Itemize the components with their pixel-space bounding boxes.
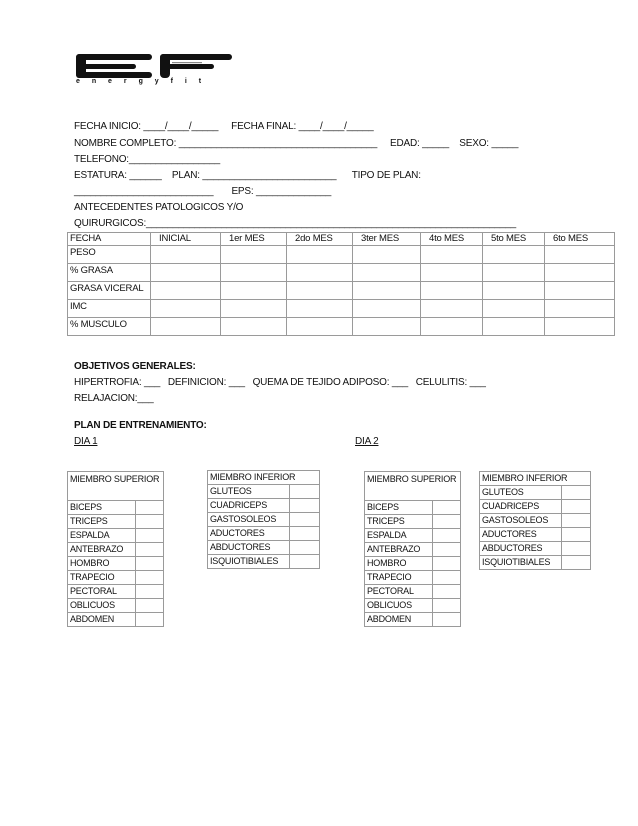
check-cell[interactable] xyxy=(290,555,320,569)
check-cell[interactable] xyxy=(562,500,591,514)
check-cell[interactable] xyxy=(433,529,461,543)
entry-cell[interactable] xyxy=(221,264,287,282)
check-cell[interactable] xyxy=(136,529,164,543)
table-row xyxy=(68,557,164,571)
table-row xyxy=(480,528,591,542)
table-row xyxy=(480,556,591,570)
entry-cell[interactable] xyxy=(353,264,421,282)
table-row xyxy=(365,529,461,543)
check-cell[interactable] xyxy=(433,613,461,627)
header-cell: 6to MES xyxy=(545,233,615,246)
entry-cell[interactable] xyxy=(483,300,545,318)
entry-cell[interactable] xyxy=(545,282,615,300)
antecedentes-line: ANTECEDENTES PATOLOGICOS Y/O xyxy=(74,202,244,213)
check-cell[interactable] xyxy=(290,499,320,513)
check-cell[interactable] xyxy=(433,501,461,515)
check-cell[interactable] xyxy=(433,557,461,571)
muscle-label: ESPALDA xyxy=(68,529,136,543)
telefono-line: TELEFONO:_________________ xyxy=(74,154,221,165)
muscle-label: ANTEBRAZO xyxy=(68,543,136,557)
table-row xyxy=(365,501,461,515)
entry-cell[interactable] xyxy=(545,318,615,336)
entry-cell[interactable] xyxy=(221,300,287,318)
check-cell[interactable] xyxy=(136,515,164,529)
entry-cell[interactable] xyxy=(545,300,615,318)
check-cell[interactable] xyxy=(562,542,591,556)
entry-cell[interactable] xyxy=(421,246,483,264)
table-row xyxy=(68,585,164,599)
muscle-label: ABDUCTORES xyxy=(208,541,290,555)
table-row xyxy=(365,543,461,557)
entry-cell[interactable] xyxy=(353,282,421,300)
entry-cell[interactable] xyxy=(421,318,483,336)
table-row xyxy=(68,246,615,264)
header-cell: 4to MES xyxy=(421,233,483,246)
objectives-title: OBJETIVOS GENERALES: xyxy=(74,361,196,372)
check-cell[interactable] xyxy=(136,585,164,599)
table-row xyxy=(208,527,320,541)
muscle-label: TRAPECIO xyxy=(365,571,433,585)
entry-cell[interactable] xyxy=(287,300,353,318)
muscle-label: ABDUCTORES xyxy=(480,542,562,556)
entry-cell[interactable] xyxy=(287,282,353,300)
estatura-line: ESTATURA: ______ PLAN: _________________________ TIPO DE PLAN: xyxy=(74,170,421,181)
day1-upper-table xyxy=(67,471,164,627)
entry-cell[interactable] xyxy=(221,246,287,264)
table-row xyxy=(365,585,461,599)
entry-cell[interactable] xyxy=(221,318,287,336)
muscle-label: ADUCTORES xyxy=(480,528,562,542)
muscle-label: ISQUIOTIBIALES xyxy=(480,556,562,570)
entry-cell[interactable] xyxy=(483,282,545,300)
table-row xyxy=(68,599,164,613)
table-row xyxy=(365,515,461,529)
row-label: % GRASA xyxy=(68,264,151,282)
entry-cell[interactable] xyxy=(545,264,615,282)
check-cell[interactable] xyxy=(433,543,461,557)
check-cell[interactable] xyxy=(136,571,164,585)
muscle-label: CUADRICEPS xyxy=(480,500,562,514)
header-cell: FECHA xyxy=(68,233,151,246)
muscle-label: GLUTEOS xyxy=(480,486,562,500)
table-row xyxy=(68,529,164,543)
table-row xyxy=(208,485,320,499)
logo-tagline: e n e r g y f i t xyxy=(76,78,207,85)
table-header-row xyxy=(68,233,615,246)
table-row xyxy=(480,486,591,500)
quirurgicos-line: QUIRURGICOS:_____________________________________________________________________ xyxy=(74,218,516,229)
muscle-label: GASTOSOLEOS xyxy=(208,513,290,527)
entry-cell[interactable] xyxy=(483,264,545,282)
table-title: MIEMBRO INFERIOR xyxy=(480,472,591,486)
plan-title: PLAN DE ENTRENAMIENTO: xyxy=(74,420,207,431)
progress-table xyxy=(67,232,615,336)
table-row xyxy=(365,571,461,585)
muscle-label: TRICEPS xyxy=(365,515,433,529)
entry-cell[interactable] xyxy=(287,264,353,282)
muscle-label: OBLICUOS xyxy=(365,599,433,613)
table-row xyxy=(68,264,615,282)
entry-cell[interactable] xyxy=(151,282,221,300)
day1-lower-table xyxy=(207,470,320,569)
muscle-label: CUADRICEPS xyxy=(208,499,290,513)
entry-cell[interactable] xyxy=(151,264,221,282)
check-cell[interactable] xyxy=(433,599,461,613)
table-title: MIEMBRO INFERIOR xyxy=(208,471,320,485)
table-row xyxy=(68,300,615,318)
table-row xyxy=(208,513,320,527)
muscle-label: HOMBRO xyxy=(68,557,136,571)
objectives-line: HIPERTROFIA: ___ DEFINICION: ___ QUEMA DE TEJIDO ADIPOSO: ___ CELULITIS: ___ xyxy=(74,377,486,388)
day2-label: DIA 2 xyxy=(355,436,379,447)
table-row xyxy=(68,543,164,557)
entry-cell[interactable] xyxy=(545,246,615,264)
entry-cell[interactable] xyxy=(353,318,421,336)
muscle-label: GASTOSOLEOS xyxy=(480,514,562,528)
header-cell: 5to MES xyxy=(483,233,545,246)
check-cell[interactable] xyxy=(562,486,591,500)
muscle-label: PECTORAL xyxy=(365,585,433,599)
check-cell[interactable] xyxy=(562,556,591,570)
table-row xyxy=(365,613,461,627)
muscle-label: TRAPECIO xyxy=(68,571,136,585)
header-cell: 2do MES xyxy=(287,233,353,246)
table-row xyxy=(365,599,461,613)
entry-cell[interactable] xyxy=(287,318,353,336)
muscle-label: PECTORAL xyxy=(68,585,136,599)
check-cell[interactable] xyxy=(290,485,320,499)
muscle-label: ESPALDA xyxy=(365,529,433,543)
entry-cell[interactable] xyxy=(287,246,353,264)
check-cell[interactable] xyxy=(290,513,320,527)
muscle-label: BICEPS xyxy=(68,501,136,515)
header-cell: INICIAL xyxy=(151,233,221,246)
check-cell[interactable] xyxy=(433,515,461,529)
table-row xyxy=(68,515,164,529)
entry-cell[interactable] xyxy=(353,246,421,264)
muscle-label: ABDOMEN xyxy=(365,613,433,627)
check-cell[interactable] xyxy=(136,543,164,557)
entry-cell[interactable] xyxy=(421,300,483,318)
check-cell[interactable] xyxy=(562,528,591,542)
day1-label: DIA 1 xyxy=(74,436,98,447)
entry-cell[interactable] xyxy=(151,318,221,336)
check-cell[interactable] xyxy=(290,527,320,541)
muscle-label: TRICEPS xyxy=(68,515,136,529)
muscle-label: GLUTEOS xyxy=(208,485,290,499)
day2-upper-table xyxy=(364,471,461,627)
logo xyxy=(76,52,236,88)
muscle-label: ANTEBRAZO xyxy=(365,543,433,557)
eps-line: __________________________ EPS: ______________ xyxy=(74,186,332,197)
muscle-label: ABDOMEN xyxy=(68,613,136,627)
table-title: MIEMBRO SUPERIOR xyxy=(68,472,164,501)
entry-cell[interactable] xyxy=(221,282,287,300)
table-row xyxy=(208,499,320,513)
check-cell[interactable] xyxy=(290,541,320,555)
check-cell[interactable] xyxy=(562,514,591,528)
table-row xyxy=(480,500,591,514)
table-row xyxy=(208,541,320,555)
table-row xyxy=(480,514,591,528)
entry-cell[interactable] xyxy=(421,282,483,300)
row-label: GRASA VICERAL xyxy=(68,282,151,300)
table-row xyxy=(68,613,164,627)
check-cell[interactable] xyxy=(136,613,164,627)
row-label: IMC xyxy=(68,300,151,318)
check-cell[interactable] xyxy=(136,501,164,515)
table-row xyxy=(68,318,615,336)
check-cell[interactable] xyxy=(136,599,164,613)
muscle-label: BICEPS xyxy=(365,501,433,515)
table-title: MIEMBRO SUPERIOR xyxy=(365,472,461,501)
check-cell[interactable] xyxy=(433,585,461,599)
table-row xyxy=(365,557,461,571)
entry-cell[interactable] xyxy=(151,246,221,264)
muscle-label: ADUCTORES xyxy=(208,527,290,541)
row-label: PESO xyxy=(68,246,151,264)
table-row xyxy=(208,555,320,569)
fecha-line: FECHA INICIO: ____/____/_____ FECHA FINAL: ____/____/_____ xyxy=(74,121,374,132)
table-row xyxy=(68,501,164,515)
header-cell: 1er MES xyxy=(221,233,287,246)
muscle-label: OBLICUOS xyxy=(68,599,136,613)
nombre-line: NOMBRE COMPLETO: _____________________________________ EDAD: _____ SEXO: _____ xyxy=(74,138,519,149)
table-row xyxy=(68,571,164,585)
table-row xyxy=(68,282,615,300)
relajacion-line: RELAJACION:___ xyxy=(74,393,154,404)
row-label: % MUSCULO xyxy=(68,318,151,336)
header-cell: 3ter MES xyxy=(353,233,421,246)
entry-cell[interactable] xyxy=(483,318,545,336)
entry-cell[interactable] xyxy=(151,300,221,318)
day2-lower-table xyxy=(479,471,591,570)
entry-cell[interactable] xyxy=(483,246,545,264)
muscle-label: HOMBRO xyxy=(365,557,433,571)
table-row xyxy=(480,542,591,556)
entry-cell[interactable] xyxy=(353,300,421,318)
check-cell[interactable] xyxy=(433,571,461,585)
entry-cell[interactable] xyxy=(421,264,483,282)
check-cell[interactable] xyxy=(136,557,164,571)
muscle-label: ISQUIOTIBIALES xyxy=(208,555,290,569)
